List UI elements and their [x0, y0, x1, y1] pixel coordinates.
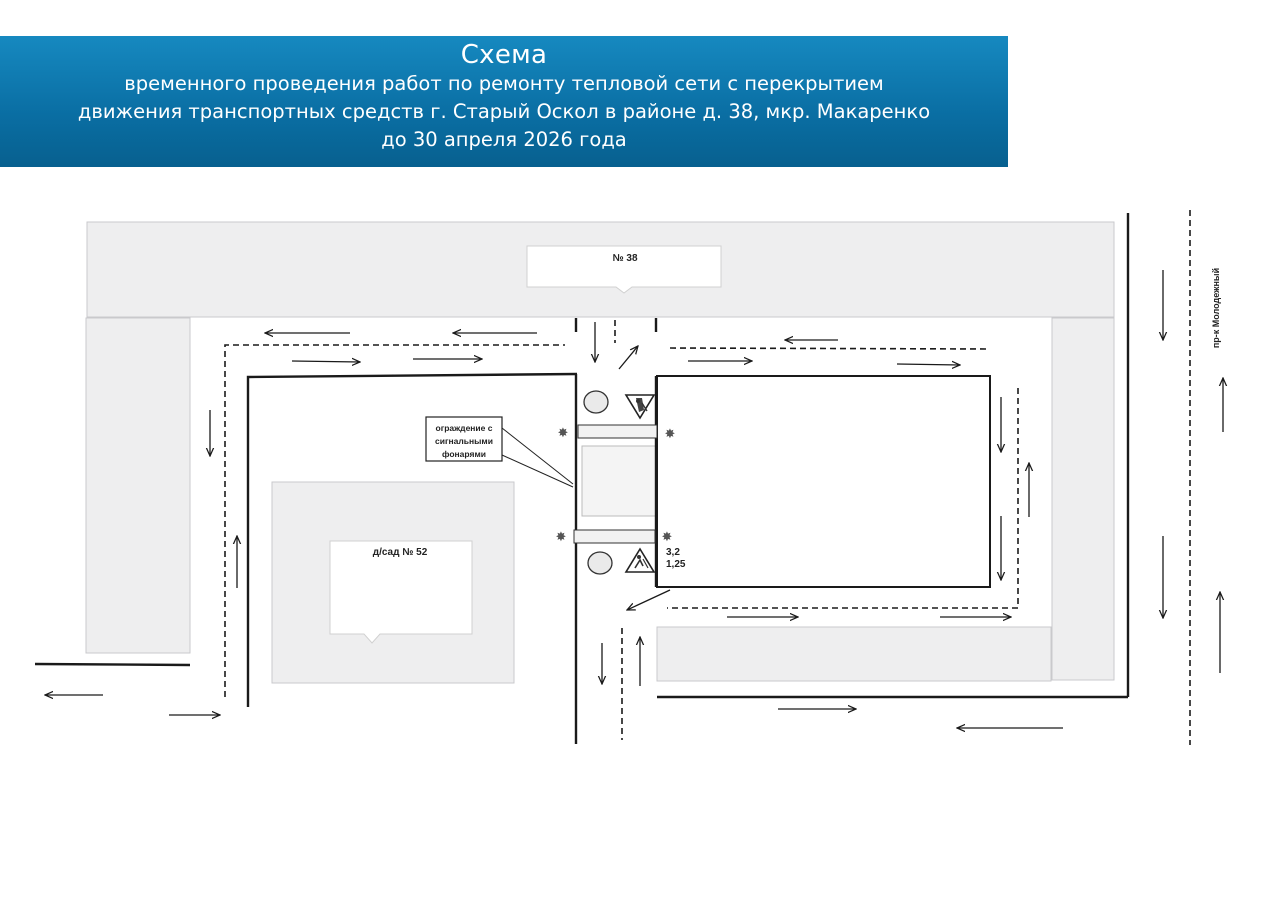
top-right-lane-marking [670, 348, 990, 349]
right-building-block [1052, 318, 1114, 680]
callout-line-3: фонарями [442, 449, 486, 459]
signal-lamp-icon: ✸ [557, 426, 569, 441]
far-left-road-edge [35, 664, 190, 665]
signal-lamp-icon: ✸ [664, 427, 676, 442]
excavation-area [582, 446, 656, 516]
traffic-light-icon [584, 391, 608, 413]
scheme-title: Схема [460, 40, 548, 70]
house-38-label: № 38 [612, 253, 638, 264]
callout-line-1: ограждение с [435, 423, 493, 433]
avenue-label: пр-к Молодежный [1211, 267, 1221, 349]
scheme-subtitle-line-1: временного проведения работ по ремонту тепловой сети с перекрытием [124, 72, 884, 95]
traffic-light-icon [588, 552, 612, 574]
signal-lamp-icon: ✸ [555, 530, 567, 545]
barrier-north [578, 425, 657, 438]
signal-lamp-icon: ✸ [661, 530, 673, 545]
work-zone [657, 376, 990, 587]
scheme-subtitle-line-3: до 30 апреля 2026 года [381, 128, 627, 151]
road-works-sign-icon [626, 549, 654, 572]
left-building-block [86, 318, 190, 653]
callout-line-2: сигнальными [435, 436, 493, 446]
bottom-building-block [657, 627, 1051, 681]
fence-callout [426, 417, 573, 487]
direction-arrow [292, 361, 360, 362]
road-works-sign-icon [626, 395, 654, 418]
direction-arrow [627, 590, 670, 610]
sign-value-2: 1,25 [666, 559, 686, 570]
barrier-south [574, 530, 655, 543]
kindergarten-label: д/сад № 52 [372, 547, 428, 558]
direction-arrow [619, 346, 638, 369]
scheme-subtitle-line-2: движения транспортных средств г. Старый Оскол в районе д. 38, мкр. Макаренко [77, 100, 931, 123]
sign-value-1: 3,2 [666, 547, 680, 558]
direction-arrow [897, 364, 960, 365]
